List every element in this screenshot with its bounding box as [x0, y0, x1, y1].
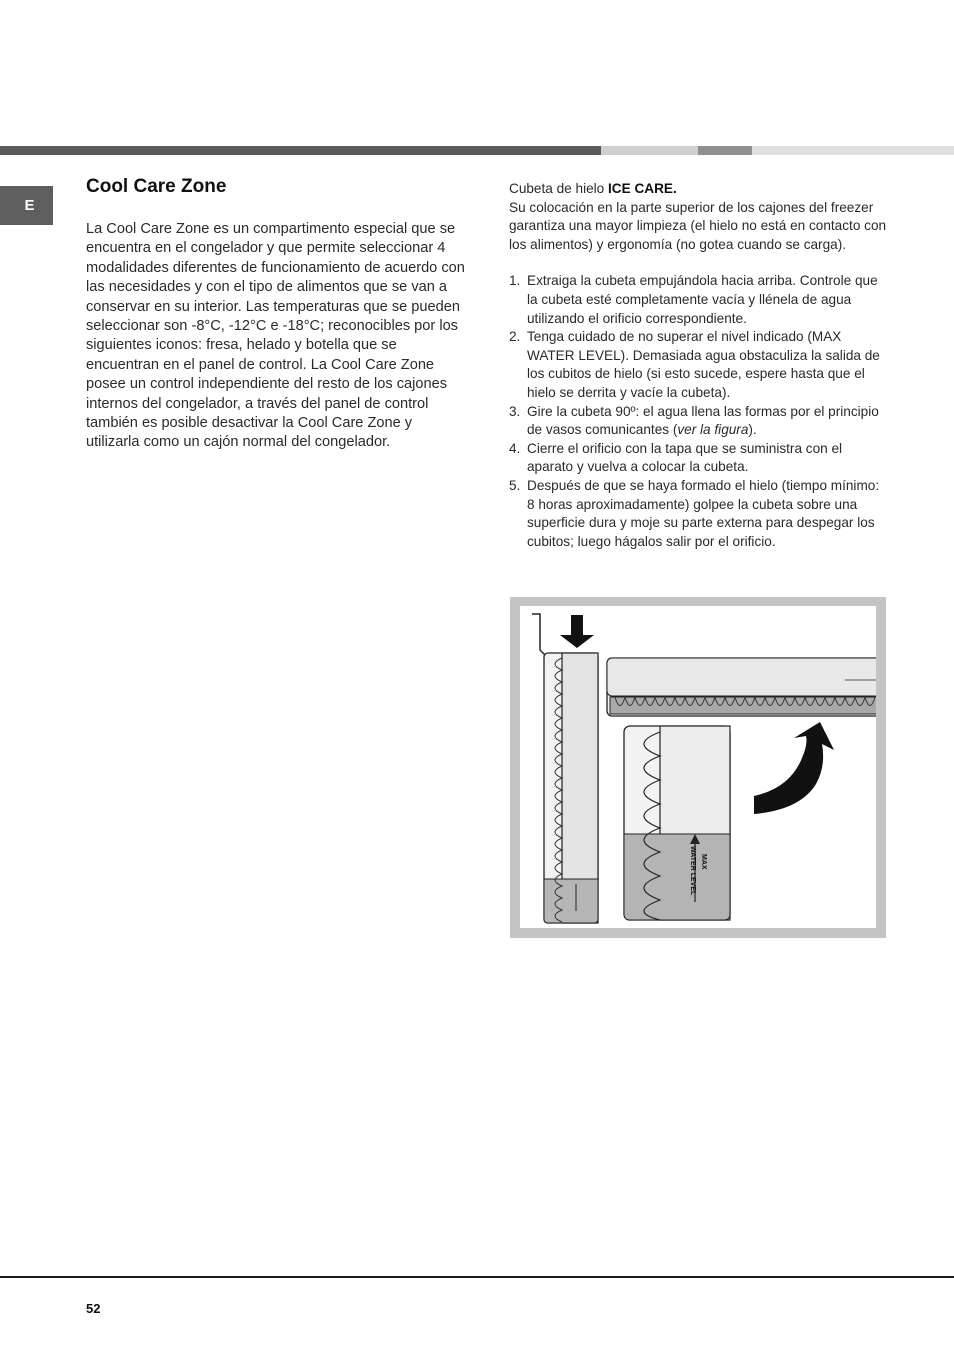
rotate-arrow-icon: [754, 722, 834, 814]
list-item: [509, 440, 887, 477]
step-text: Después de que se haya formado el hielo (tiempo mínimo: 8 horas aproximadamente) golpee la cubeta sobre una superficie dura y moje su parte externa para despegar los cubitos; luego hágalos salir por el orificio.: [527, 477, 880, 549]
list-item: [509, 477, 887, 551]
intro-body: Su colocación en la parte superior de los cajones del freezer garantiza una mayor limpieza (el hielo no está en contacto con los alimentos) y ergonomía (no gotea cuando se carga).: [509, 199, 887, 252]
section-body: La Cool Care Zone es un compartimento especial que se encuentra en el congelador y que permite seleccionar 4 modalidades diferentes de funcionamiento de acuerdo con las necesidades y con el tipo de alimentos que se van a conservar en su interior. Las temperaturas que se pueden seleccionar son -8°C, -12°C e -18°C; reconocibles por los siguientes iconos: fresa, helado y botella que se encuentran en el panel de control. La Cool Care Zone posee un control independiente del resto de los cajones internos del congelador, a través del panel de control también es posible desactivar la Cool Care Zone y utilizarla como un cajón normal del congelador.: [86, 221, 465, 451]
page-number: 52: [86, 1301, 101, 1316]
ice-care-section: [509, 180, 887, 551]
step-text-italic: ver la figura: [677, 422, 749, 438]
intro-product-name: ICE CARE.: [608, 181, 677, 196]
top-bar-segment: [601, 146, 698, 155]
intro-prefix: Cubeta de hielo: [509, 181, 609, 196]
step-text: Extraiga la cubeta empujándola hacia arriba. Controle que la cubeta esté completamente vacía y llénela de agua utilizando el orificio correspondiente.: [527, 273, 878, 326]
step-text: Tenga cuidado de no superar el nivel indicado (MAX WATER LEVEL). Demasiada agua obstaculiza la salida de los cubitos de hielo (si esto sucede, espere hasta que el hielo se derrita y vacíe la cubeta).: [527, 329, 880, 400]
section-title: Cool Care Zone: [86, 176, 227, 197]
step-number: 2.: [509, 329, 521, 345]
list-item: [509, 272, 887, 328]
ice-care-intro: [509, 180, 887, 254]
ice-tray-illustration: [520, 606, 876, 928]
top-bar-segment: [0, 146, 601, 155]
horizontal-tray: [607, 658, 876, 716]
tray-closeup: [624, 726, 730, 920]
vertical-tray: [544, 653, 598, 923]
footer-rule: [0, 1276, 954, 1278]
top-bar-segment: [752, 146, 954, 155]
step-number: 1.: [509, 273, 521, 289]
water-level-label: WATER LEVEL: [689, 846, 696, 896]
language-tab: [0, 186, 53, 225]
step-number: 3.: [509, 403, 521, 419]
ice-tray-figure: [510, 597, 886, 938]
step-text: Gire la cubeta 90º: el agua llena las formas por el principio de vasos comunicantes (: [527, 403, 879, 438]
step-number: 4.: [509, 440, 521, 456]
list-item: [509, 403, 887, 440]
instruction-list: [509, 272, 887, 551]
step-text: Cierre el orificio con la tapa que se suministra con el aparato y vuelva a colocar la cubeta.: [527, 440, 843, 475]
max-label: MAX: [700, 854, 707, 870]
down-arrow-icon: [560, 615, 594, 648]
step-number: 5.: [509, 477, 521, 493]
top-color-bar: [0, 146, 954, 155]
figure-canvas: [520, 606, 876, 928]
step-text: ).: [748, 422, 757, 438]
list-item: [509, 328, 887, 402]
language-tab-label: E: [24, 197, 35, 214]
top-bar-segment: [698, 146, 752, 155]
